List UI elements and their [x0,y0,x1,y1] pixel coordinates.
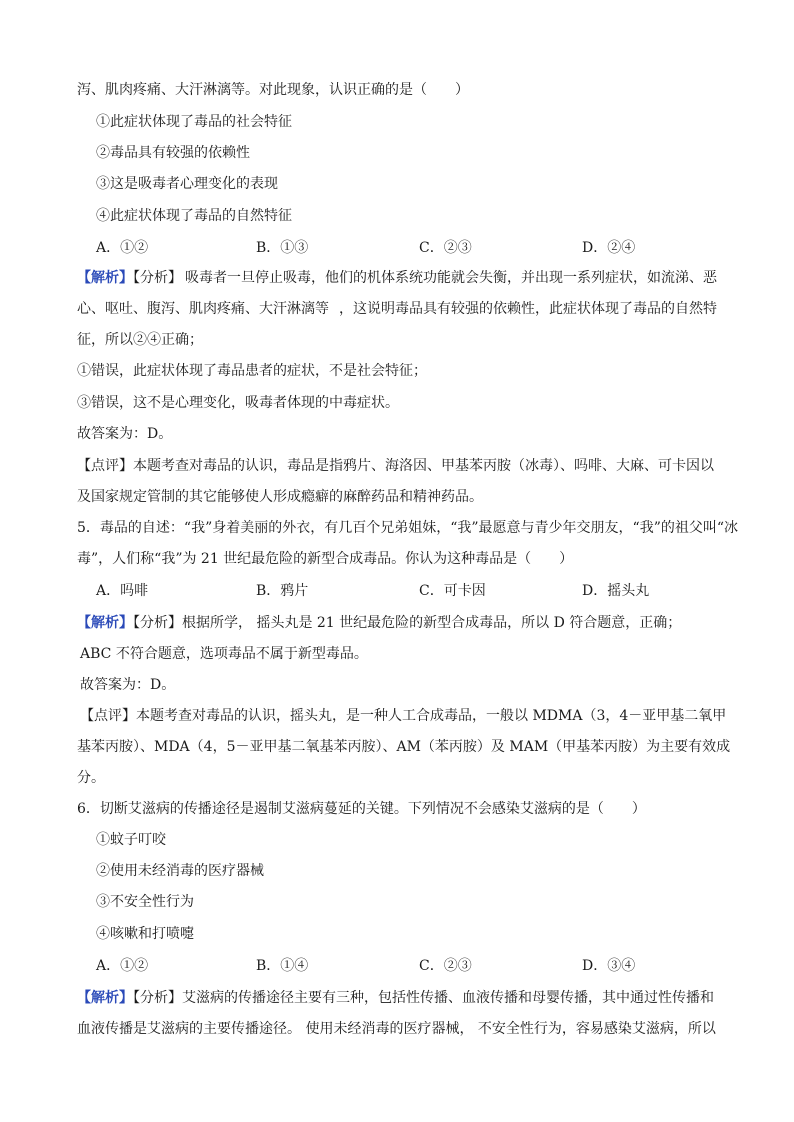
q6-stem: 6．切断艾滋病的传播途径是遏制艾滋病蔓延的关键。下列情况不会感染艾滋病的是（ ） [77,801,646,817]
q4-statement-3: ③这是吸毒者心理变化的表现 [96,176,278,192]
q5-analysis-line-2: ABC 不符合题意，选项毒品不属于新型毒品。 [80,646,368,662]
q5-analysis-line-1: 【解析】【分析】根据所学， 摇头丸是 21 世纪最危险的新型合成毒品，所以 D 符合题意，正确； [77,615,682,631]
q4-statement-1: ①此症状体现了毒品的社会特征 [96,114,292,130]
q6-option-a: A．①② [96,958,149,974]
q4-analysis-line-2: 心、呕吐、腹泻、肌肉疼痛、大汗淋漓等 ，这说明毒品具有较强的依赖性，此症状体现了毒品的自然特 [77,301,717,317]
q4-option-c: C．②③ [419,240,472,256]
analysis-tag: 【解析】 [77,990,133,1006]
q4-analysis-line-3: 征，所以②④正确； [77,332,203,348]
q5-comment-line-1: 【点评】本题考查对毒品的认识，摇头丸，是一种人工合成毒品，一般以 MDMA（3，4－亚甲基二氧甲 [80,708,727,724]
q5-comment-line-2: 基苯丙胺）、MDA（4，5－亚甲基二氧基苯丙胺）、AM（苯丙胺）及 MAM（甲基苯丙胺）为主要有效成 [77,739,731,755]
q4-answer: 故答案为：D。 [77,426,173,442]
q6-option-b: B．①④ [256,958,309,974]
q4-comment-line-2: 及国家规定管制的其它能够使人形成瘾癖的麻醉药品和精神药品。 [77,489,483,505]
q6-option-d: D．③④ [582,958,636,974]
q5-option-d: D．摇头丸 [582,583,650,599]
q4-statement-2: ②毒品具有较强的依赖性 [96,145,250,161]
q4-analysis-line-1: 【解析】【分析】 吸毒者一旦停止吸毒，他们的机体系统功能就会失衡，并出现一系列症状，如流涕、恶 [77,270,717,286]
q4-option-b: B．①③ [256,240,309,256]
q5-option-b: B．鸦片 [256,583,309,599]
q6-statement-1: ①蚊子叮咬 [96,832,166,848]
q5-option-a: A．吗啡 [96,583,149,599]
q5-answer: 故答案为：D。 [80,677,176,693]
q5-comment-line-3: 分。 [77,770,105,786]
analysis-tag: 【解析】 [77,615,133,631]
analysis-tag: 【解析】 [77,270,133,286]
q4-statement-4: ④此症状体现了毒品的自然特征 [96,208,292,224]
q5-option-c: C．可卡因 [419,583,486,599]
q4-stem-tail: 泻、肌肉疼痛、大汗淋漓等。对此现象，认识正确的是（ ） [77,82,469,98]
q6-analysis-line-1: 【解析】【分析】艾滋病的传播途径主要有三种，包括性传播、血液传播和母婴传播，其中通过性传播和 [77,990,714,1006]
q6-analysis-line-2: 血液传播是艾滋病的主要传播途径。 使用未经消毒的医疗器械， 不安全性行为，容易感染艾滋病，所以 [77,1021,716,1037]
q6-option-c: C．②③ [419,958,472,974]
q4-option-a: A．①② [96,240,149,256]
q5-stem-line-2: 毒”，人们称“我”为 21 世纪最危险的新型合成毒品。你认为这种毒品是（ ） [77,551,574,567]
q5-stem-line-1: 5．毒品的自述：“我”身着美丽的外衣，有几百个兄弟姐妹，“我”最愿意与青少年交朋友，“我”的祖父叫“冰 [77,520,739,536]
q4-analysis-line-4: ①错误，此症状体现了毒品患者的症状，不是社会特征； [77,363,427,379]
q4-comment-line-1: 【点评】本题考查对毒品的认识，毒品是指鸦片、海洛因、甲基苯丙胺（冰毒）、吗啡、大麻、可卡因以 [77,458,714,474]
q4-option-d: D．②④ [582,240,636,256]
q4-analysis-line-5: ③错误，这不是心理变化，吸毒者体现的中毒症状。 [77,395,399,411]
q6-statement-2: ②使用未经消毒的医疗器械 [96,863,264,879]
q6-statement-3: ③不安全性行为 [96,894,194,910]
q6-statement-4: ④咳嗽和打喷嚏 [96,926,194,942]
